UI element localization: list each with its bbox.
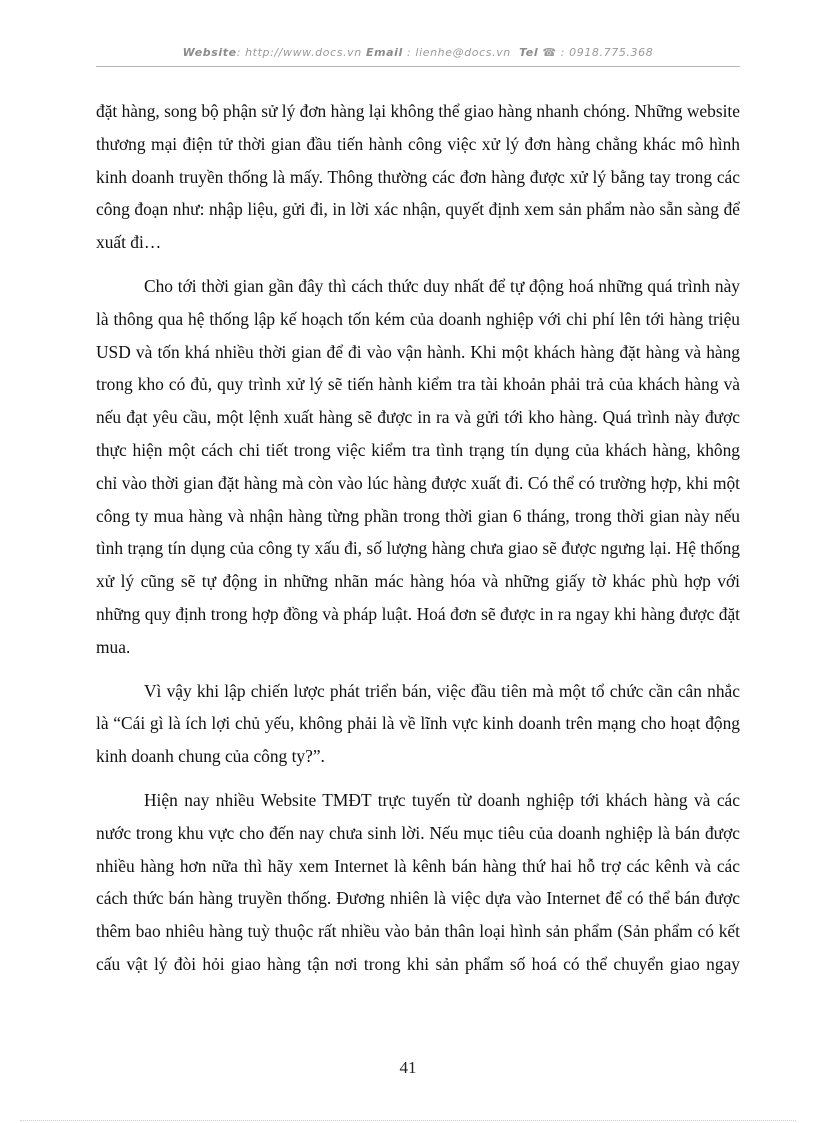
header-tel-value: ☎ : 0918.775.368: [542, 46, 654, 59]
header-website-value: : http://www.docs.vn: [236, 46, 362, 59]
page-number: 41: [399, 1058, 417, 1077]
paragraph-1: đặt hàng, song bộ phận sử lý đơn hàng lại không thể giao hàng nhanh chóng. Những website thương mại điện tử thời gian đầu tiến hành công việc xử lý đơn hàng chẳng khác mô hình kinh doanh truyền thống là mấy. Thông thường các đơn hàng được xử lý bằng tay trong các công đoạn như: nhập liệu, gửi đi, in lời xác nhận, quyết định xem sản phẩm nào sẵn sàng để xuất đi…: [96, 101, 740, 253]
paragraph-2: Cho tới thời gian gần đây thì cách thức duy nhất để tự động hoá những quá trình này là thông qua hệ thống lập kế hoạch tốn kém của doanh nghiệp với chi phí lên tới hàng triệu USD và tốn khá nhiều thời gian để đi vào vận hành. Khi một khách hàng đặt hàng và hàng trong kho có đủ, quy trình xử lý sẽ tiến hành kiểm tra tài khoản phải trả của khách hàng và nếu đạt yêu cầu, một lệnh xuất hàng sẽ được in ra và gửi tới kho hàng. Quá trình này được thực hiện một cách chi tiết trong việc kiểm tra tình trạng tín dụng của khách hàng, không chỉ vào thời gian đặt hàng mà còn vào lúc hàng được xuất đi. Có thể có trường hợp, khi một công ty mua hàng và nhận hàng từng phần trong thời gian 6 tháng, trong thời gian này nếu tình trạng tín dụng của công ty xấu đi, số lượng hàng chưa giao sẽ được ngưng lại. Hệ thống xử lý cũng sẽ tự động in những nhãn mác hàng hóa và những giấy tờ khác phù hợp với những quy định trong hợp đồng và pháp luật. Hoá đơn sẽ được in ra ngay khi hàng được đặt mua.: [96, 275, 740, 657]
page-header: [96, 46, 740, 59]
footer-divider: [20, 1120, 796, 1121]
paragraph-4: Hiện nay nhiều Website TMĐT trực tuyến từ doanh nghiệp tới khách hàng và các nước trong khu vực cho đến nay chưa sinh lời. Nếu mục tiêu của doanh nghiệp là bán được nhiều hàng hơn nữa thì hãy xem Internet là kênh bán hàng thứ hai hỗ trợ các kênh và các cách thức bán hàng truyền thống. Đương nhiên là việc dựa vào Internet để có thể bán được thêm bao nhiêu hàng tuỳ thuộc rất nhiều vào bản thân loại hình sản phẩm (Sản phẩm có kết cấu vật lý đòi hỏi giao hàng tận nơi trong khi sản phẩm số hoá có thể chuyển giao ngay: [96, 789, 740, 974]
header-divider: [96, 66, 740, 67]
header-email-label: Email: [365, 46, 403, 59]
paragraph-3: Vì vậy khi lập chiến lược phát triển bán, việc đầu tiên mà một tổ chức cần cân nhắc là “Cái gì là ích lợi chủ yếu, không phải là về lĩnh vực kinh doanh trên mạng cho hoạt động kinh doanh chung của công ty?”.: [96, 680, 740, 767]
header-tel-label: Tel: [519, 46, 539, 59]
header-email-value: : lienhe@docs.vn: [407, 46, 511, 59]
document-body: [96, 95, 740, 992]
header-website-label: Website: [182, 46, 237, 59]
